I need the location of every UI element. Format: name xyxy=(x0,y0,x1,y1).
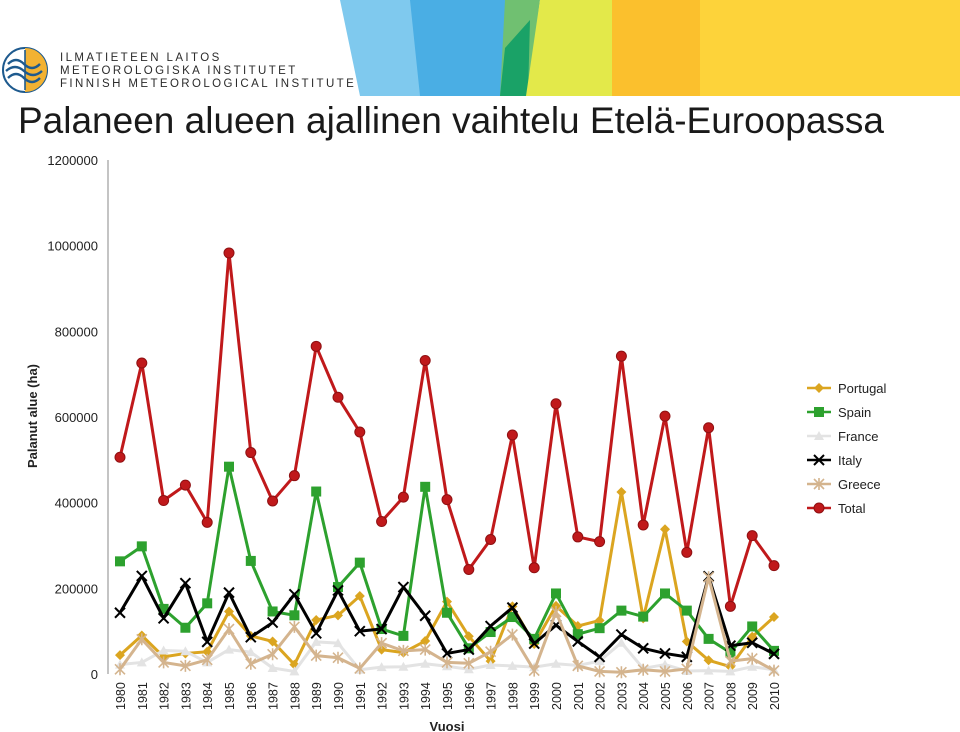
data-point-spain xyxy=(246,556,256,566)
data-point-total xyxy=(180,480,190,490)
data-point-spain xyxy=(616,606,626,616)
data-point-spain xyxy=(311,487,321,497)
data-point-total xyxy=(638,520,648,530)
data-point-greece xyxy=(507,629,517,641)
data-point-total xyxy=(769,561,779,571)
data-point-total xyxy=(725,601,735,611)
legend-item-spain xyxy=(807,405,871,420)
data-point-spain xyxy=(268,606,278,616)
legend-marker-spain xyxy=(814,407,824,417)
data-point-spain xyxy=(747,621,757,631)
y-axis-label: Palanut alue (ha) xyxy=(25,363,40,469)
data-point-greece xyxy=(704,571,714,583)
data-point-total xyxy=(507,430,517,440)
x-tick-label: 1997 xyxy=(484,682,499,710)
data-point-spain xyxy=(420,482,430,492)
y-tick-label: 800000 xyxy=(54,324,98,340)
data-point-total xyxy=(442,495,452,505)
data-point-italy xyxy=(398,582,408,592)
data-point-spain xyxy=(289,610,299,620)
x-tick-label: 1990 xyxy=(332,682,346,710)
data-point-total xyxy=(420,355,430,365)
x-tick-label: 1988 xyxy=(288,682,303,710)
data-point-portugal xyxy=(660,524,670,534)
data-point-total xyxy=(464,564,474,574)
y-tick-label: 200000 xyxy=(54,581,98,597)
x-tick-label: 2009 xyxy=(746,682,761,710)
data-point-italy xyxy=(159,613,169,623)
data-point-total xyxy=(682,547,692,557)
legend-label-total: Total xyxy=(838,501,866,516)
logo-text-swedish: METEOROLOGISKA INSTITUTET xyxy=(60,65,298,77)
y-tick-label: 1200000 xyxy=(47,153,98,168)
series-line-total xyxy=(120,253,774,606)
data-point-total xyxy=(115,452,125,462)
x-tick-label: 2001 xyxy=(571,682,586,710)
data-point-total xyxy=(268,496,278,506)
data-point-total xyxy=(289,471,299,481)
data-point-total xyxy=(311,341,321,351)
x-axis-label: Vuosi xyxy=(429,719,465,732)
y-tick-label: 400000 xyxy=(54,495,98,511)
legend-item-france xyxy=(807,429,878,444)
legend-marker-portugal xyxy=(814,383,824,393)
x-tick-label: 1985 xyxy=(223,682,237,710)
data-point-italy xyxy=(137,571,147,581)
data-point-total xyxy=(398,492,408,502)
data-point-italy xyxy=(268,618,278,628)
x-tick-label: 2003 xyxy=(615,682,630,710)
x-tick-label: 1992 xyxy=(375,682,390,710)
data-point-spain xyxy=(442,608,452,618)
legend-label-france: France xyxy=(838,429,879,444)
x-tick-label: 2010 xyxy=(768,682,782,710)
x-tick-label: 1993 xyxy=(397,682,412,710)
data-point-total xyxy=(529,563,539,573)
chart-title: Palaneen alueen ajallinen vaihtelu Etelä-Euroopassa xyxy=(18,100,885,141)
data-point-total xyxy=(224,248,234,258)
data-point-total xyxy=(704,423,714,433)
x-tick-label: 1991 xyxy=(353,682,368,710)
data-point-spain xyxy=(115,556,125,566)
data-point-greece xyxy=(115,663,125,675)
y-tick-label: 1000000 xyxy=(47,238,98,254)
legend-item-italy xyxy=(807,453,862,468)
data-point-total xyxy=(137,358,147,368)
data-point-spain xyxy=(551,588,561,598)
data-point-spain xyxy=(180,623,190,633)
x-tick-label: 1986 xyxy=(244,682,259,710)
x-tick-label: 1995 xyxy=(441,682,455,710)
legend-item-greece xyxy=(807,477,881,492)
data-point-spain xyxy=(137,541,147,551)
logo-text-finnish: ILMATIETEEN LAITOS xyxy=(60,52,222,64)
y-tick-label: 600000 xyxy=(54,410,98,425)
x-tick-label: 2005 xyxy=(659,682,673,710)
x-tick-label: 1983 xyxy=(179,682,194,710)
x-tick-label: 1998 xyxy=(506,682,521,710)
data-point-total xyxy=(355,427,365,437)
data-point-total xyxy=(616,351,626,361)
legend-marker-total xyxy=(814,503,824,513)
x-tick-label: 1999 xyxy=(528,682,543,710)
data-point-total xyxy=(747,531,757,541)
legend-label-italy: Italy xyxy=(838,453,862,468)
data-point-total xyxy=(573,532,583,542)
data-point-total xyxy=(551,399,561,409)
data-point-total xyxy=(595,537,605,547)
x-tick-label: 2004 xyxy=(637,682,652,710)
x-tick-label: 1982 xyxy=(157,682,172,710)
chart-legend xyxy=(807,381,887,516)
x-tick-label: 2002 xyxy=(593,682,608,710)
x-tick-label: 2008 xyxy=(724,682,739,710)
x-tick-label: 1989 xyxy=(310,682,325,710)
data-point-italy xyxy=(115,608,125,618)
x-tick-label: 1994 xyxy=(419,682,434,710)
data-point-spain xyxy=(202,598,212,608)
chart-series xyxy=(115,248,779,678)
data-point-spain xyxy=(660,588,670,598)
logo-text-english: FINNISH METEOROLOGICAL INSTITUTE xyxy=(60,78,357,90)
data-point-portugal xyxy=(616,487,626,497)
data-point-spain xyxy=(355,558,365,568)
legend-label-portugal: Portugal xyxy=(838,381,887,396)
x-tick-label: 2007 xyxy=(702,682,717,710)
x-tick-label: 1996 xyxy=(462,682,477,710)
x-tick-label: 1984 xyxy=(201,682,216,710)
y-tick-label: 0 xyxy=(90,667,98,682)
series-line-portugal xyxy=(120,492,774,667)
data-point-greece xyxy=(224,623,234,635)
data-point-spain xyxy=(704,634,714,644)
data-point-spain xyxy=(682,606,692,616)
legend-label-spain: Spain xyxy=(838,405,872,420)
data-point-total xyxy=(159,496,169,506)
legend-label-greece: Greece xyxy=(838,477,881,492)
legend-item-portugal xyxy=(807,381,887,396)
data-point-total xyxy=(486,535,496,545)
data-point-spain xyxy=(398,631,408,641)
data-point-total xyxy=(202,517,212,527)
data-point-total xyxy=(246,448,256,458)
data-point-total xyxy=(333,392,343,402)
data-point-italy xyxy=(311,628,321,638)
x-tick-label: 1987 xyxy=(266,682,281,710)
x-tick-label: 1980 xyxy=(114,682,128,710)
data-point-spain xyxy=(595,623,605,633)
x-tick-label: 2000 xyxy=(550,682,564,710)
data-point-spain xyxy=(224,462,234,472)
data-point-total xyxy=(660,411,670,421)
data-point-spain xyxy=(638,612,648,622)
x-tick-label: 2006 xyxy=(680,682,695,710)
data-point-total xyxy=(377,517,387,527)
legend-item-total xyxy=(807,501,866,516)
data-point-greece xyxy=(289,621,299,633)
data-point-italy xyxy=(420,611,430,621)
x-tick-label: 1981 xyxy=(135,682,150,710)
